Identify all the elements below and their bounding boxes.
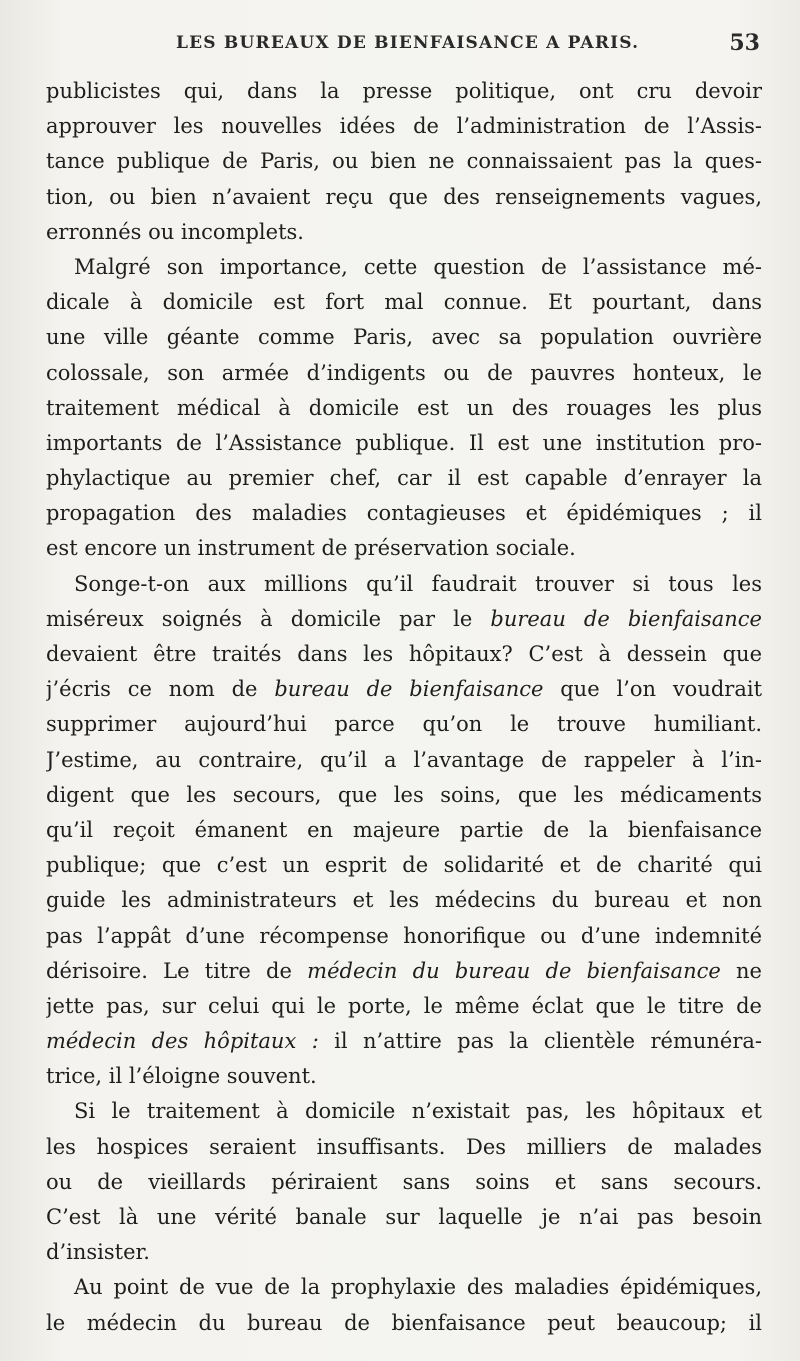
- paragraph-start-line: Malgré son importance, cette question de l’assistance mé-: [74, 254, 762, 279]
- text-line: J’estime, au contraire, qu’il a l’avantage de rappeler à l’in-: [46, 747, 762, 772]
- text-run: miséreux soignés à domicile par le: [46, 606, 491, 631]
- text-run: ne: [720, 958, 762, 983]
- text-line: propagation des maladies contagieuses et épidémiques ; il: [46, 501, 762, 526]
- paragraph-start-line: Au point de vue de la prophylaxie des maladies épidémiques,: [74, 1275, 762, 1300]
- text-line: supprimer aujourd’hui parce qu’on le trouve humiliant.: [46, 712, 762, 737]
- text-line: phylactique au premier chef, car il est capable d’enrayer la: [46, 466, 762, 491]
- text-line: approuver les nouvelles idées de l’administration de l’Assis-: [46, 114, 762, 139]
- text-line: digent que les secours, que les soins, que les médicaments: [46, 782, 762, 807]
- text-line: [46, 1024, 762, 1059]
- page-header: [46, 30, 760, 63]
- text-line: jette pas, sur celui qui le porte, le même éclat que le titre de: [46, 993, 762, 1018]
- italic-term: bureau de bienfaisance: [274, 677, 544, 702]
- italic-term: médecin des hôpitaux :: [46, 1029, 319, 1054]
- text-line: pas l’appât d’une récompense honorifique ou d’une indemnité: [46, 923, 762, 948]
- text-line: une ville géante comme Paris, avec sa population ouvrière: [46, 325, 762, 350]
- text-line: [46, 602, 762, 637]
- text-line: tion, ou bien n’avaient reçu que des renseignements vagues,: [46, 184, 762, 209]
- text-run: j’écris ce nom de: [46, 677, 275, 702]
- text-line: publicistes qui, dans la presse politique, ont cru devoir: [46, 79, 762, 103]
- text-line: traitement médical à domicile est un des rouages les plus: [46, 395, 762, 420]
- text-line: colossale, son armée d’indigents ou de pauvres honteux, le: [46, 360, 762, 385]
- text-line: dicale à domicile est fort mal connue. Et pourtant, dans: [46, 290, 762, 315]
- text-line: publique; que c’est un esprit de solidarité et de charité qui: [46, 853, 762, 878]
- text-line: C’est là une vérité banale sur laquelle je n’ai pas besoin: [46, 1205, 762, 1229]
- text-line: qu’il reçoit émanent en majeure partie de la bienfaisance: [46, 817, 762, 842]
- text-line: d’insister.: [46, 1240, 150, 1265]
- paragraph-start-line: Si le traitement à domicile n’existait pas, les hôpitaux et: [74, 1099, 762, 1124]
- text-line: erronnés ou incomplets.: [46, 219, 304, 244]
- page-number: 53: [729, 30, 760, 56]
- text-line: guide les administrateurs et les médecins du bureau et non: [46, 888, 762, 913]
- text-run: il n’attire pas la clientèle rémunéra-: [318, 1029, 762, 1054]
- text-line: est encore un instrument de préservation sociale.: [46, 536, 576, 561]
- text-line: importants de l’Assistance publique. Il est une institution pro-: [46, 430, 762, 455]
- text-line: devaient être traités dans les hôpitaux? C’est à dessein que: [46, 642, 762, 666]
- text-line: trice, il l’éloigne souvent.: [46, 1064, 317, 1089]
- italic-term: médecin du bureau de bienfaisance: [307, 958, 721, 983]
- text-line: [46, 954, 762, 989]
- italic-term: bureau de bienfaisance: [490, 606, 762, 631]
- body-text: [46, 74, 762, 1341]
- text-line: les hospices seraient insuffisants. Des milliers de malades: [46, 1134, 762, 1159]
- text-line: ou de vieillards périraient sans soins et sans secours.: [46, 1169, 762, 1194]
- text-line: tance publique de Paris, ou bien ne connaissaient pas la ques-: [46, 149, 762, 174]
- text-run: dérisoire. Le titre de: [46, 958, 308, 983]
- paragraph-start-line: Songe-t-on aux millions qu’il faudrait trouver si tous les: [74, 571, 762, 596]
- text-line: [46, 672, 762, 707]
- text-run: que l’on voudrait: [543, 677, 762, 702]
- text-line: le médecin du bureau de bienfaisance peut beaucoup; il: [46, 1310, 762, 1335]
- running-title: LES BUREAUX DE BIENFAISANCE A PARIS.: [176, 33, 640, 53]
